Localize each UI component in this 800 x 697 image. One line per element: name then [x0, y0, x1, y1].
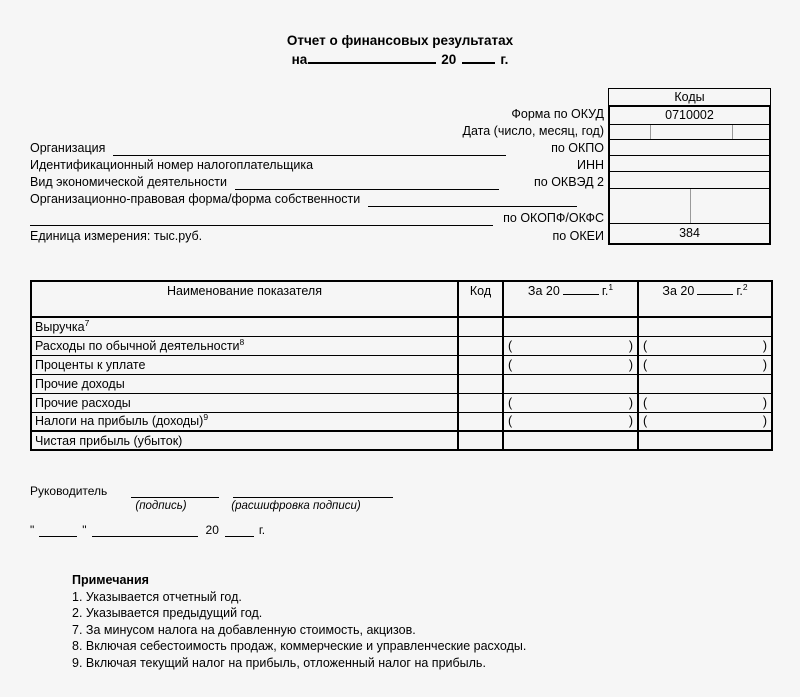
row-code-cell[interactable]	[458, 412, 503, 431]
sig-year-prefix: 20	[205, 523, 219, 537]
date-field-label: Дата (число, месяц, год)	[462, 124, 604, 138]
quote-close: "	[82, 523, 87, 537]
signature-caption: (подпись)	[135, 500, 187, 512]
row-code-cell[interactable]	[458, 355, 503, 374]
sig-year-suffix: г.	[258, 523, 266, 537]
header-row-activity	[30, 174, 604, 190]
header-row-okopf	[30, 210, 604, 226]
notes-block	[72, 572, 526, 672]
signature-line[interactable]	[131, 486, 219, 498]
table-row-interest-payable	[31, 355, 772, 374]
row-value2-cell[interactable]	[638, 374, 772, 393]
organization-blank-line[interactable]	[113, 143, 506, 156]
row-code-cell[interactable]	[458, 431, 503, 450]
activity-label: Вид экономической деятельности	[30, 175, 227, 189]
opf-blank-line[interactable]	[368, 194, 577, 207]
okved-label: по ОКВЭД 2	[534, 175, 604, 189]
row-name: Чистая прибыль (убыток)	[31, 431, 458, 450]
form-date-line	[0, 50, 800, 69]
period1-note-ref: 1	[608, 281, 614, 292]
header-row-unit	[30, 228, 604, 244]
codes-table-body	[608, 105, 771, 245]
row-code-cell[interactable]	[458, 393, 503, 412]
indicators-table	[30, 280, 773, 451]
date-blank-line[interactable]	[308, 59, 436, 64]
header-row-okud	[30, 106, 604, 122]
row-name: Прочие расходы	[31, 393, 458, 412]
okud-code-cell: 0710002	[610, 107, 769, 125]
header-row-organization	[30, 140, 604, 156]
period1-suffix: г.	[601, 284, 609, 298]
note-item-2: 2. Указывается предыдущий год.	[72, 606, 263, 621]
row-name: Налоги на прибыль (доходы)$^9$	[31, 412, 458, 431]
opf-label: Организационно-правовая форма/форма собственности	[30, 192, 361, 206]
table-row-revenue	[31, 317, 772, 336]
row-name: Выручка$^7$	[31, 317, 458, 336]
form-okud-label: Форма по ОКУД	[511, 107, 604, 121]
year-suffix-label: г.	[500, 52, 509, 67]
row-name: Проценты к уплате	[31, 355, 458, 374]
row-value1-cell[interactable]	[503, 431, 638, 450]
row-value2-cell[interactable]: ( )	[638, 355, 772, 374]
header-row-date	[30, 123, 604, 139]
signature-name-caption: (расшифровка подписи)	[231, 500, 361, 512]
row-value2-cell[interactable]: ( )	[638, 336, 772, 355]
row-code-cell[interactable]	[458, 317, 503, 336]
okpo-label: по ОКПО	[551, 141, 604, 155]
day-blank-line[interactable]	[39, 525, 77, 537]
inn-code-cell[interactable]	[610, 156, 769, 172]
table-header-row	[31, 281, 772, 317]
quote-open: "	[30, 523, 35, 537]
table-row-expenses	[31, 336, 772, 355]
col-header-name: Наименование показателя	[31, 281, 458, 317]
year-blank-line[interactable]	[462, 59, 495, 64]
sig-year-blank-line[interactable]	[225, 525, 254, 537]
signature-name-line[interactable]	[233, 486, 393, 498]
row-value2-cell[interactable]	[638, 317, 772, 336]
date-year-cell[interactable]	[732, 125, 769, 139]
page-title: Отчет о финансовых результатах	[286, 33, 514, 48]
okei-label: по ОКЕИ	[552, 229, 604, 243]
period1-year-blank[interactable]	[563, 291, 599, 295]
note-item-8: 8. Включая себестоимость продаж, коммерческие и управленческие расходы.	[72, 639, 527, 654]
header-row-inn	[30, 157, 604, 173]
inn-label: ИНН	[576, 158, 604, 172]
table-row-other-income	[31, 374, 772, 393]
row-value2-cell[interactable]	[638, 431, 772, 450]
okei-code-cell: 384	[679, 226, 700, 240]
signature-row	[30, 484, 393, 498]
okopf-blank-line[interactable]	[30, 213, 493, 226]
row-value1-cell[interactable]	[503, 317, 638, 336]
okfs-code-cell[interactable]	[690, 189, 770, 223]
month-blank-line[interactable]	[92, 525, 198, 537]
notes-heading: Примечания	[72, 573, 149, 587]
table-row-net-profit	[31, 431, 772, 450]
row-value2-cell[interactable]: ( )	[638, 393, 772, 412]
unit-label: Единица измерения: тыс.руб.	[30, 229, 203, 243]
row-code-cell[interactable]	[458, 336, 503, 355]
row-value1-cell[interactable]: ( )	[503, 393, 638, 412]
okpo-code-cell[interactable]	[610, 140, 769, 156]
row-value1-cell[interactable]: ( )	[503, 355, 638, 374]
row-value1-cell[interactable]: ( )	[503, 336, 638, 355]
col-header-code: Код	[458, 281, 503, 317]
row-name: Расходы по обычной деятельности$^8$	[31, 336, 458, 355]
inn-left-label: Идентификационный номер налогоплательщика	[30, 158, 314, 172]
period2-year-blank[interactable]	[697, 291, 733, 295]
okopf-code-cell[interactable]	[610, 189, 690, 223]
okopf-okfs-label: по ОКОПФ/ОКФС	[503, 211, 604, 225]
year-prefix-label: 20	[441, 52, 457, 67]
period1-prefix: За 20	[527, 284, 560, 298]
header-row-opf	[30, 191, 577, 207]
row-name: Прочие доходы	[31, 374, 458, 393]
date-month-cell[interactable]	[650, 125, 733, 139]
okopf-okfs-code-row	[610, 189, 769, 224]
signature-date-row	[30, 523, 265, 537]
manager-label: Руководитель	[30, 484, 108, 498]
activity-blank-line[interactable]	[235, 177, 499, 190]
codes-table	[608, 88, 771, 245]
form-title-block	[0, 31, 800, 69]
note-item-9: 9. Включая текущий налог на прибыль, отложенный налог на прибыль.	[72, 655, 486, 670]
row-value1-cell[interactable]	[503, 374, 638, 393]
date-code-row	[610, 125, 769, 140]
row-value2-cell[interactable]: ( )	[638, 412, 772, 431]
note-item-7: 7. За минусом налога на добавленную стоимость, акцизов.	[72, 622, 416, 637]
period2-suffix: г.	[736, 284, 743, 298]
col-header-period2	[638, 281, 772, 317]
table-row-other-expenses	[31, 393, 772, 412]
table-row-income-tax	[31, 412, 772, 431]
date-day-cell[interactable]	[610, 125, 650, 139]
organization-label: Организация	[30, 141, 106, 155]
okved-code-cell[interactable]	[610, 172, 769, 189]
col-header-period1	[503, 281, 638, 317]
row-code-cell[interactable]	[458, 374, 503, 393]
date-prefix-label: на	[291, 52, 308, 67]
row-value1-cell[interactable]: ( )	[503, 412, 638, 431]
period2-prefix: За 20	[662, 284, 695, 298]
period2-note-ref: 2	[742, 281, 748, 292]
note-item-1: 1. Указывается отчетный год.	[72, 589, 242, 604]
codes-heading: Коды	[608, 88, 771, 105]
